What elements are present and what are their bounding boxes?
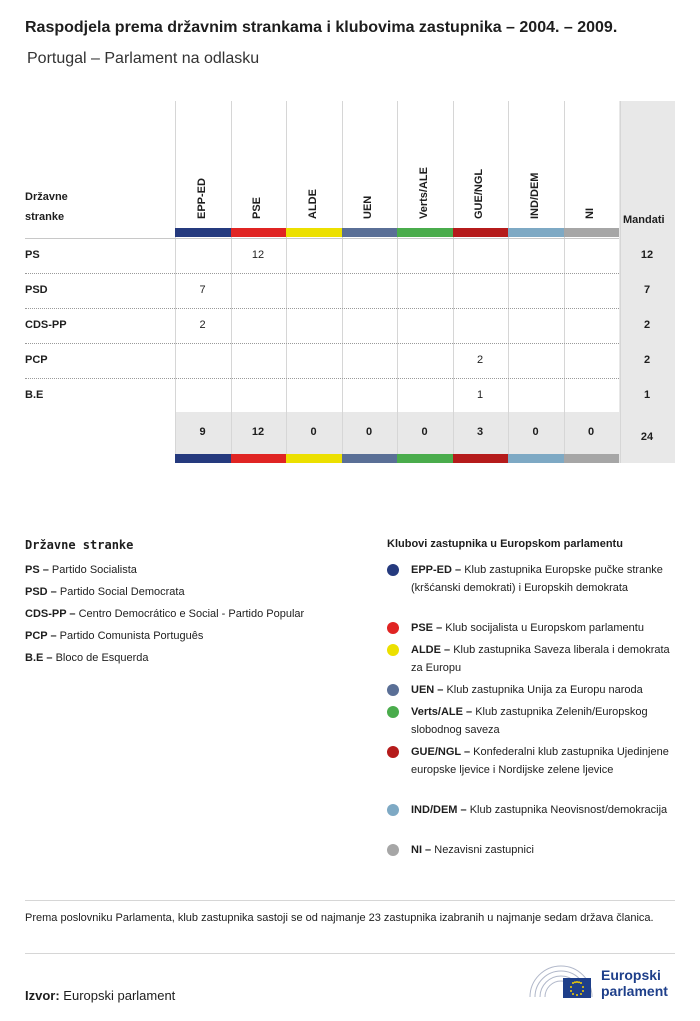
party-legend-name: Centro Democrático e Social - Partido Popular bbox=[78, 608, 305, 620]
source-line bbox=[25, 988, 175, 1003]
group-header-ind-dem: IND/DEM bbox=[528, 172, 541, 219]
group-legend-item bbox=[411, 641, 676, 677]
seat-distribution-table bbox=[25, 101, 675, 463]
party-legend-item bbox=[25, 630, 203, 642]
group-color-strip-top bbox=[453, 228, 509, 237]
group-legend-dot-icon bbox=[387, 684, 399, 696]
party-legend-item bbox=[25, 608, 304, 620]
group-legend-name: Nezavisni zastupnici bbox=[434, 844, 534, 856]
total-cell: 3 bbox=[476, 426, 484, 438]
group-legend-item bbox=[411, 703, 676, 739]
group-header-gue-ngl: GUE/NGL bbox=[473, 168, 486, 219]
row-mandati-value: 2 bbox=[643, 319, 651, 331]
group-color-strip-top bbox=[175, 228, 231, 237]
table-cell: 2 bbox=[476, 354, 484, 366]
party-header-line-1: Državne bbox=[25, 191, 68, 203]
logo-line-2: parlament bbox=[601, 983, 668, 999]
group-legend-abbr: Verts/ALE – bbox=[411, 706, 473, 718]
party-legend-abbr: PSD – bbox=[25, 586, 57, 598]
table-cell: 7 bbox=[199, 284, 206, 296]
source-value: Europski parlament bbox=[63, 988, 176, 1003]
group-legend-name: Klub zastupnika Saveza liberala i demokrata za Europu bbox=[411, 644, 670, 674]
row-party-label: PCP bbox=[25, 354, 48, 366]
note-divider-top bbox=[25, 900, 675, 901]
table-header-rule bbox=[25, 238, 619, 239]
group-header-pse: PSE bbox=[251, 196, 264, 219]
group-legend-name: Konfederalni klub zastupnika Ujedinjene europske ljevice i Nordijske zelene ljevice bbox=[411, 746, 669, 776]
total-cell: 0 bbox=[421, 426, 428, 438]
party-legend-abbr: PCP – bbox=[25, 630, 57, 642]
group-legend-item bbox=[411, 841, 676, 859]
total-cell: 0 bbox=[532, 426, 539, 438]
group-color-strip-bottom bbox=[564, 454, 620, 463]
party-legend-name: Partido Socialista bbox=[51, 564, 137, 576]
party-header-line-2: stranke bbox=[25, 211, 65, 223]
row-party-label: PSD bbox=[25, 284, 48, 296]
group-legend-dot-icon bbox=[387, 564, 399, 576]
table-cell: 2 bbox=[199, 319, 206, 331]
group-legend-abbr: EPP-ED – bbox=[411, 564, 462, 576]
group-header-verts-ale: Verts/ALE bbox=[417, 167, 430, 219]
table-row-divider bbox=[25, 378, 619, 379]
group-header-alde: ALDE bbox=[306, 189, 319, 219]
group-column bbox=[286, 101, 343, 463]
parliament-hemicycle-icon bbox=[528, 963, 598, 1001]
group-color-strip-bottom bbox=[508, 454, 564, 463]
total-cell: 0 bbox=[587, 426, 595, 438]
row-mandati-value: 7 bbox=[643, 284, 651, 296]
party-legend-title: Državne stranke bbox=[25, 538, 134, 552]
row-mandati-value: 2 bbox=[643, 354, 651, 366]
group-color-strip-top bbox=[397, 228, 453, 237]
party-column-header bbox=[25, 187, 68, 227]
total-cell: 0 bbox=[365, 426, 373, 438]
group-color-strip-bottom bbox=[231, 454, 287, 463]
total-cell: 9 bbox=[199, 426, 206, 438]
group-legend-name: Klub zastupnika Neovisnost/demokracija bbox=[469, 804, 668, 816]
group-color-strip-bottom bbox=[175, 454, 231, 463]
total-cell: 0 bbox=[310, 426, 317, 438]
mandati-header: Mandati bbox=[623, 214, 665, 226]
group-legend-item bbox=[411, 619, 676, 637]
group-color-strip-bottom bbox=[397, 454, 453, 463]
group-legend-abbr: ALDE – bbox=[411, 644, 451, 656]
row-party-label: B.E bbox=[25, 389, 44, 401]
row-party-label: CDS-PP bbox=[25, 319, 67, 331]
group-color-strip-top bbox=[231, 228, 287, 237]
group-legend-abbr: GUE/NGL – bbox=[411, 746, 471, 758]
total-mandati: 24 bbox=[640, 431, 654, 443]
group-legend-abbr: UEN – bbox=[411, 684, 444, 696]
group-header-uen: UEN bbox=[362, 195, 375, 219]
group-legend-name: Klub zastupnika Europske pučke stranke (kršćanski demokrati) i Europskih demokrata bbox=[411, 564, 663, 594]
total-cell: 12 bbox=[251, 426, 265, 438]
group-color-strip-bottom bbox=[342, 454, 398, 463]
group-color-strip-top bbox=[564, 228, 620, 237]
row-party-label: PS bbox=[25, 249, 40, 261]
group-legend-name: Klub socijalista u Europskom parlamentu bbox=[445, 622, 644, 634]
logo-text bbox=[601, 967, 668, 999]
group-legend-name: Klub zastupnika Zelenih/Europskog slobodnog saveza bbox=[411, 706, 648, 736]
table-row-divider bbox=[25, 343, 619, 344]
group-color-strip-top bbox=[286, 228, 342, 237]
group-legend-abbr: IND/DEM – bbox=[411, 804, 467, 816]
group-legend-abbr: PSE – bbox=[411, 622, 443, 634]
group-header-ni: NI bbox=[584, 208, 597, 219]
group-column bbox=[342, 101, 399, 463]
group-legend-item bbox=[411, 561, 676, 597]
group-legend-dot-icon bbox=[387, 644, 399, 656]
party-legend-item bbox=[25, 586, 185, 598]
group-column bbox=[175, 101, 232, 463]
group-legend-dot-icon bbox=[387, 622, 399, 634]
party-legend-item bbox=[25, 564, 137, 576]
party-legend-name: Bloco de Esquerda bbox=[55, 652, 149, 664]
table-cell: 12 bbox=[251, 249, 265, 261]
source-label: Izvor: bbox=[25, 988, 60, 1003]
party-legend-name: Partido Comunista Português bbox=[59, 630, 204, 642]
mandati-column-background bbox=[619, 101, 675, 463]
group-legend-dot-icon bbox=[387, 706, 399, 718]
row-mandati-value: 12 bbox=[640, 249, 654, 261]
table-row-divider bbox=[25, 273, 619, 274]
group-column bbox=[397, 101, 454, 463]
party-legend-name: Partido Social Democrata bbox=[59, 586, 185, 598]
note-divider-bottom bbox=[25, 953, 675, 954]
table-row-divider bbox=[25, 308, 619, 309]
group-column bbox=[564, 101, 622, 463]
page-title: Raspodjela prema državnim strankama i klubovima zastupnika – 2004. – 2009. bbox=[25, 19, 618, 36]
party-legend-item bbox=[25, 652, 149, 664]
logo-line-1: Europski bbox=[601, 967, 661, 983]
group-legend-dot-icon bbox=[387, 804, 399, 816]
party-legend-abbr: CDS-PP – bbox=[25, 608, 76, 620]
footnote: Prema poslovniku Parlamenta, klub zastupnika sastoji se od najmanje 23 zastupnika izabranih u najmanje sedam država članica. bbox=[25, 912, 654, 924]
group-column bbox=[231, 101, 288, 463]
party-legend-abbr: B.E – bbox=[25, 652, 53, 664]
party-legend-abbr: PS – bbox=[25, 564, 49, 576]
group-legend-name: Klub zastupnika Unija za Europu naroda bbox=[446, 684, 643, 696]
group-color-strip-bottom bbox=[286, 454, 342, 463]
group-color-strip-bottom bbox=[453, 454, 509, 463]
group-legend-title: Klubovi zastupnika u Europskom parlamentu bbox=[387, 538, 623, 550]
group-color-strip-top bbox=[342, 228, 398, 237]
table-cell: 1 bbox=[476, 389, 484, 401]
group-legend-abbr: NI – bbox=[411, 844, 432, 856]
group-column bbox=[508, 101, 565, 463]
row-mandati-value: 1 bbox=[643, 389, 651, 401]
group-legend-item bbox=[411, 743, 676, 779]
group-legend-dot-icon bbox=[387, 844, 399, 856]
group-legend-item bbox=[411, 681, 676, 699]
european-parliament-logo bbox=[528, 963, 678, 1003]
page-subtitle: Portugal – Parlament na odlasku bbox=[27, 50, 260, 67]
group-color-strip-top bbox=[508, 228, 564, 237]
group-column bbox=[453, 101, 510, 463]
group-legend-item bbox=[411, 801, 676, 819]
group-header-epp-ed: EPP-ED bbox=[195, 178, 208, 219]
group-legend-dot-icon bbox=[387, 746, 399, 758]
